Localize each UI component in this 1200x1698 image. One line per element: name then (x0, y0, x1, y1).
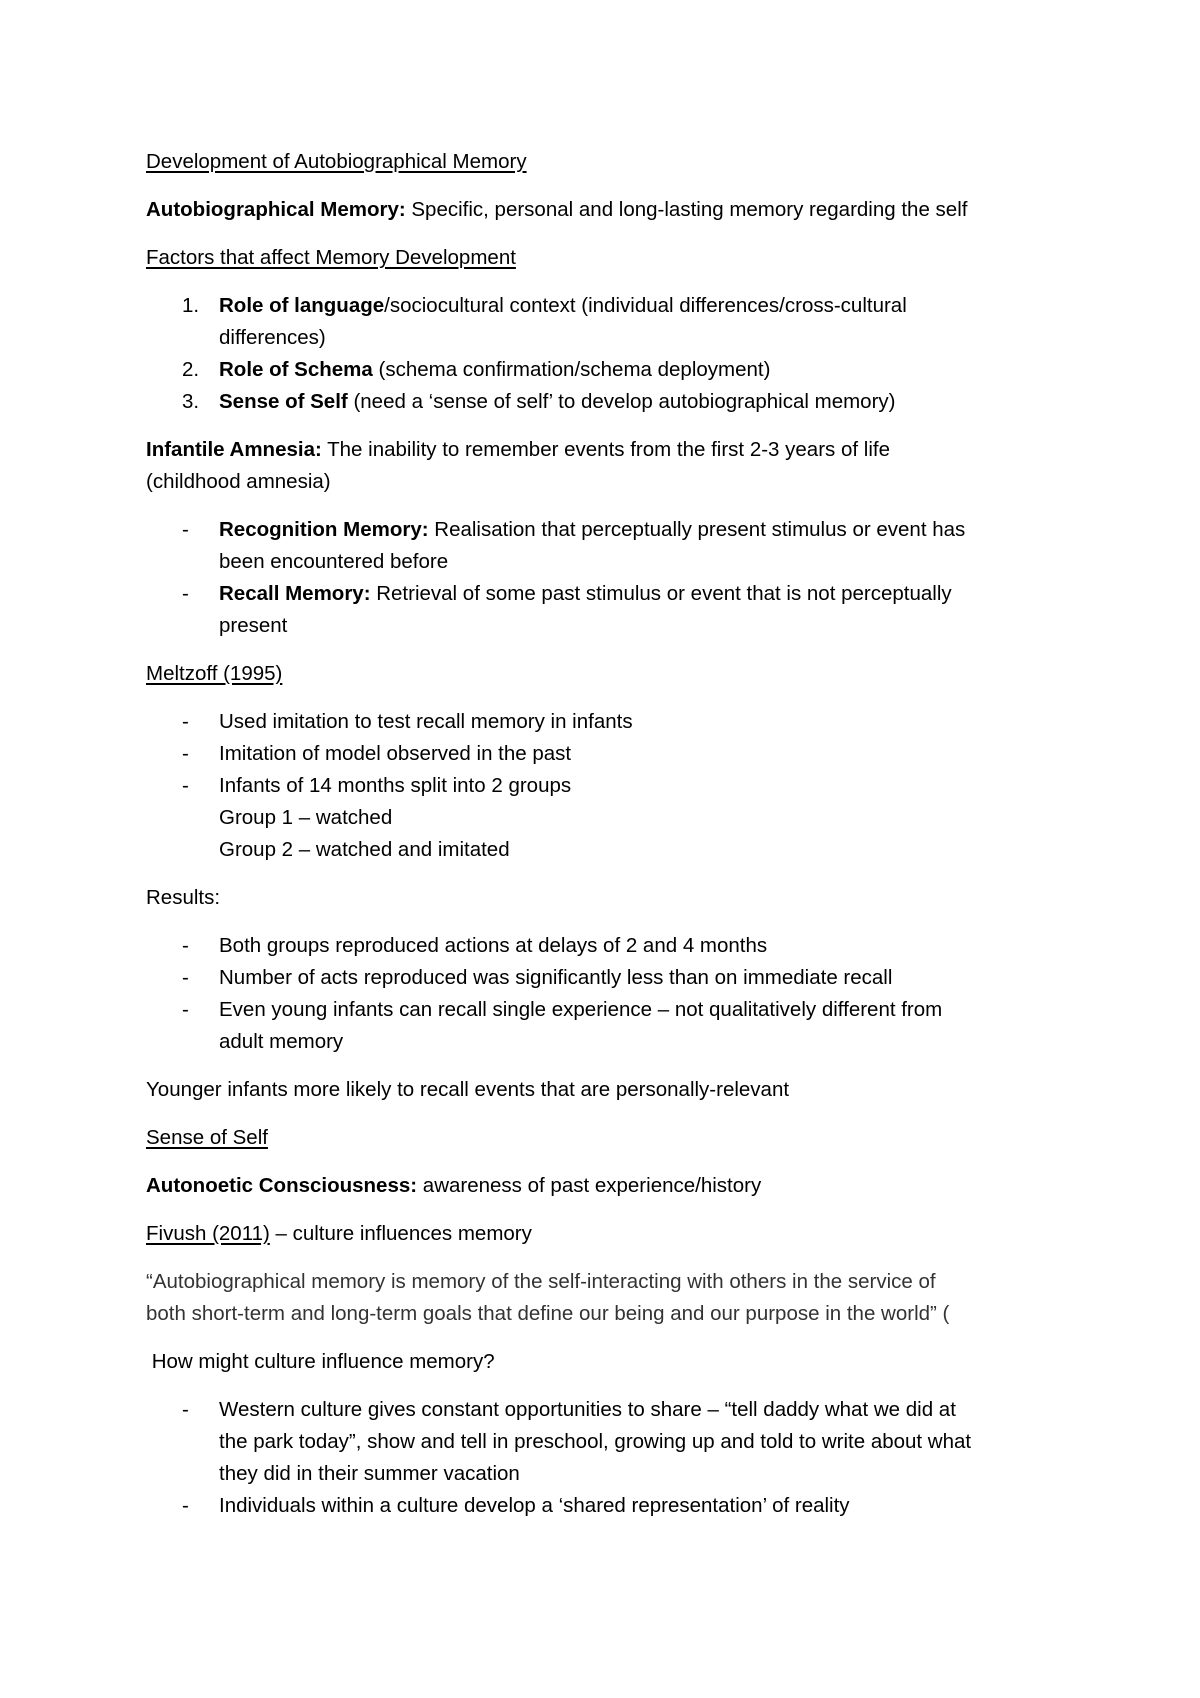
definition-term: Autobiographical Memory: (146, 198, 406, 221)
definition-autonoetic (146, 1170, 761, 1202)
paragraph: Younger infants more likely to recall events that are personally-relevant (146, 1078, 790, 1101)
list-item: Individuals within a culture develop a ‘shared representation’ of reality (219, 1494, 850, 1517)
list-number: 3. (182, 390, 200, 413)
list-item-continuation: they did in their summer vacation (219, 1462, 520, 1485)
bullet-dash: - (182, 582, 189, 605)
definition-text: Specific, personal and long-lasting memory regarding the self (405, 198, 968, 221)
bullet-dash: - (182, 710, 189, 733)
list-item-bold: Role of Schema (219, 358, 373, 381)
list-item-continuation: differences) (219, 326, 326, 349)
bullet-dash: - (182, 1494, 189, 1517)
list-item-bold: Recognition Memory: (219, 518, 429, 541)
definition-term: Infantile Amnesia: (146, 438, 322, 461)
quote-line: both short-term and long-term goals that define our being and our purpose in the world” ( (146, 1302, 950, 1325)
list-item-text: Realisation that perceptually present stimulus or event has (428, 518, 966, 541)
list-item (219, 386, 895, 418)
page-title: Development of Autobiographical Memory (146, 150, 527, 173)
list-item: Western culture gives constant opportunities to share – “tell daddy what we did at (219, 1398, 956, 1421)
bullet-dash: - (182, 934, 189, 957)
list-item-text: Retrieval of some past stimulus or event that is not perceptually (370, 582, 952, 605)
list-item: Number of acts reproduced was significantly less than on immediate recall (219, 966, 893, 989)
sense-of-self-heading: Sense of Self (146, 1126, 268, 1149)
list-item-continuation: adult memory (219, 1030, 344, 1053)
list-item (219, 354, 770, 386)
definition-text: The inability to remember events from the first 2-3 years of life (321, 438, 890, 461)
citation-text: – culture influences memory (269, 1222, 532, 1245)
list-subitem: Group 2 – watched and imitated (219, 838, 510, 861)
list-item: Infants of 14 months split into 2 groups (219, 774, 572, 797)
bullet-dash: - (182, 774, 189, 797)
results-heading: Results: (146, 886, 221, 909)
list-item-continuation: present (219, 614, 288, 637)
meltzoff-heading: Meltzoff (1995) (146, 662, 283, 685)
quote-line: “Autobiographical memory is memory of the self-interacting with others in the service of (146, 1270, 936, 1293)
bullet-dash: - (182, 966, 189, 989)
list-item-text: (need a ‘sense of self’ to develop autobiographical memory) (347, 390, 896, 413)
list-item: Both groups reproduced actions at delays of 2 and 4 months (219, 934, 768, 957)
bullet-dash: - (182, 518, 189, 541)
list-item-text: /sociocultural context (individual differences/cross-cultural (384, 294, 907, 317)
list-item-text: (schema confirmation/schema deployment) (372, 358, 771, 381)
bullet-dash: - (182, 742, 189, 765)
definition-term: Autonoetic Consciousness: (146, 1174, 418, 1197)
list-item: Imitation of model observed in the past (219, 742, 572, 765)
list-item (219, 290, 907, 322)
list-item (219, 514, 965, 546)
list-item-bold: Recall Memory: (219, 582, 371, 605)
fivush-line (146, 1218, 532, 1250)
definition-autobiographical-memory (146, 194, 967, 226)
bullet-dash: - (182, 998, 189, 1021)
list-item-continuation: been encountered before (219, 550, 449, 573)
definition-infantile-amnesia (146, 434, 890, 466)
list-item-bold: Role of language (219, 294, 385, 317)
list-number: 1. (182, 294, 200, 317)
definition-text: awareness of past experience/history (417, 1174, 762, 1197)
bullet-dash: - (182, 1398, 189, 1421)
culture-question: How might culture influence memory? (146, 1350, 495, 1373)
factors-heading: Factors that affect Memory Development (146, 246, 516, 269)
list-item-bold: Sense of Self (219, 390, 348, 413)
list-item: Used imitation to test recall memory in infants (219, 710, 633, 733)
list-number: 2. (182, 358, 200, 381)
list-item (219, 578, 952, 610)
list-item: Even young infants can recall single experience – not qualitatively different from (219, 998, 943, 1021)
list-subitem: Group 1 – watched (219, 806, 393, 829)
list-item-continuation: the park today”, show and tell in preschool, growing up and told to write about what (219, 1430, 972, 1453)
citation: Fivush (2011) (146, 1222, 270, 1245)
definition-continuation: (childhood amnesia) (146, 470, 331, 493)
